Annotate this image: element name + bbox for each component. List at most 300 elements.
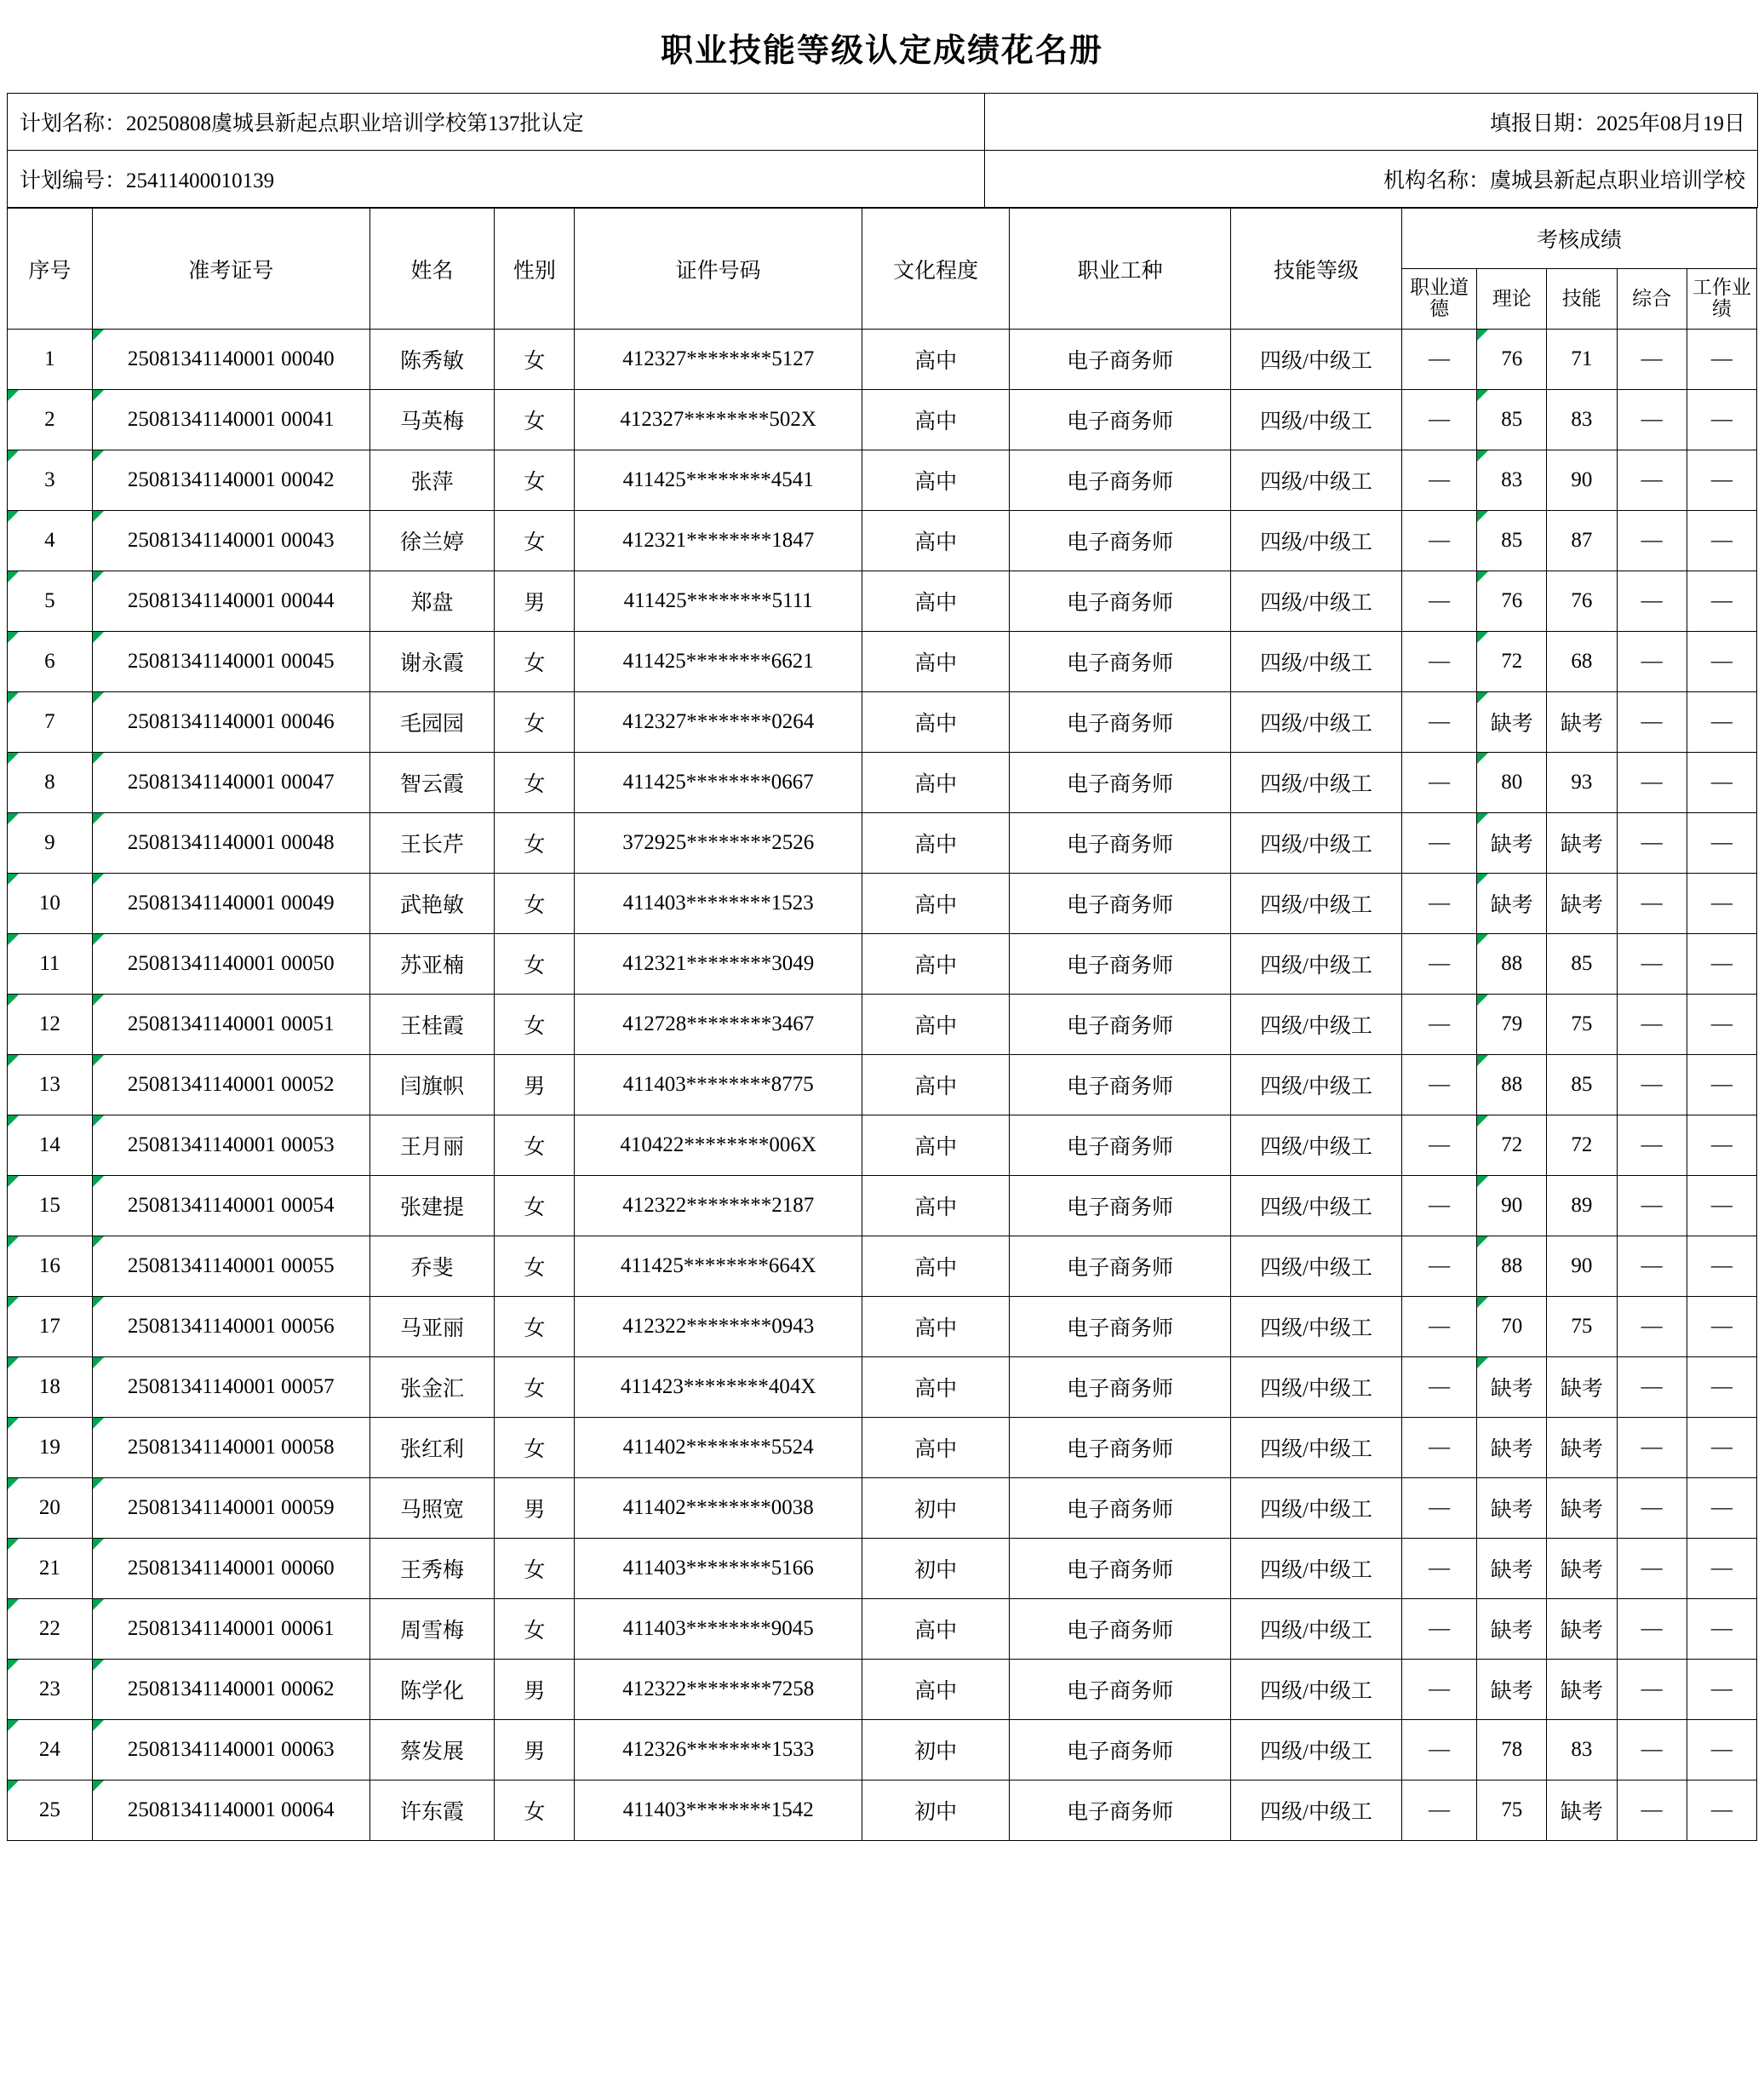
cell-performance: —: [1687, 390, 1756, 450]
cell-name: 徐兰婷: [369, 511, 495, 571]
cell-name: 张红利: [369, 1418, 495, 1478]
cell-gender: 女: [495, 813, 575, 874]
cell-seq: 20: [8, 1478, 93, 1539]
cell-skill: 68: [1547, 632, 1617, 692]
cell-theory: 缺考: [1477, 1599, 1547, 1660]
cell-performance: —: [1687, 1055, 1756, 1115]
cell-comprehensive: —: [1617, 571, 1687, 632]
cell-education: 高中: [862, 874, 1009, 934]
cell-theory: 83: [1477, 450, 1547, 511]
cell-id-no: 411403********1523: [575, 874, 862, 934]
cell-performance: —: [1687, 874, 1756, 934]
cell-education: 初中: [862, 1780, 1009, 1841]
cell-id-no: 411425********0667: [575, 753, 862, 813]
th-ethics-label: 职业道德: [1410, 277, 1469, 319]
cell-admission-no: 25081341140001 00044: [92, 571, 369, 632]
table-row: [8, 753, 1757, 813]
th-ethics: [1402, 269, 1477, 330]
cell-level: 四级/中级工: [1230, 813, 1401, 874]
cell-level: 四级/中级工: [1230, 1055, 1401, 1115]
cell-gender: 男: [495, 1660, 575, 1720]
cell-education: 初中: [862, 1539, 1009, 1599]
cell-id-no: 372925********2526: [575, 813, 862, 874]
cell-skill: 72: [1547, 1115, 1617, 1176]
cell-id-no: 411425********664X: [575, 1236, 862, 1297]
cell-performance: —: [1687, 1176, 1756, 1236]
cell-id-no: 412728********3467: [575, 995, 862, 1055]
table-row: [8, 450, 1757, 511]
cell-name: 毛园园: [369, 692, 495, 753]
cell-ethics: —: [1402, 1418, 1477, 1478]
cell-id-no: 412321********1847: [575, 511, 862, 571]
cell-comprehensive: —: [1617, 330, 1687, 390]
table-row: [8, 1176, 1757, 1236]
cell-level: 四级/中级工: [1230, 1599, 1401, 1660]
cell-level: 四级/中级工: [1230, 450, 1401, 511]
cell-skill: 缺考: [1547, 1357, 1617, 1418]
cell-level: 四级/中级工: [1230, 1297, 1401, 1357]
cell-seq: 25: [8, 1780, 93, 1841]
cell-name: 闫旗帜: [369, 1055, 495, 1115]
cell-ethics: —: [1402, 692, 1477, 753]
cell-skill: 缺考: [1547, 1780, 1617, 1841]
cell-name: 王长芹: [369, 813, 495, 874]
cell-id-no: 412322********2187: [575, 1176, 862, 1236]
cell-admission-no: 25081341140001 00062: [92, 1660, 369, 1720]
table-row: [8, 874, 1757, 934]
cell-ethics: —: [1402, 874, 1477, 934]
cell-occupation: 电子商务师: [1010, 571, 1231, 632]
cell-admission-no: 25081341140001 00050: [92, 934, 369, 995]
cell-education: 高中: [862, 1055, 1009, 1115]
cell-id-no: 411403********5166: [575, 1539, 862, 1599]
cell-occupation: 电子商务师: [1010, 1780, 1231, 1841]
table-row: [8, 813, 1757, 874]
cell-comprehensive: —: [1617, 1297, 1687, 1357]
cell-ethics: —: [1402, 1236, 1477, 1297]
meta-row-plan: [8, 94, 1758, 151]
cell-performance: —: [1687, 934, 1756, 995]
cell-occupation: 电子商务师: [1010, 390, 1231, 450]
cell-skill: 缺考: [1547, 1599, 1617, 1660]
cell-ethics: —: [1402, 934, 1477, 995]
cell-admission-no: 25081341140001 00060: [92, 1539, 369, 1599]
cell-skill: 缺考: [1547, 1478, 1617, 1539]
org-name-cell: [985, 151, 1758, 208]
cell-gender: 女: [495, 1236, 575, 1297]
cell-name: 武艳敏: [369, 874, 495, 934]
cell-admission-no: 25081341140001 00054: [92, 1176, 369, 1236]
cell-level: 四级/中级工: [1230, 874, 1401, 934]
cell-occupation: 电子商务师: [1010, 1720, 1231, 1780]
cell-theory: 88: [1477, 1236, 1547, 1297]
cell-admission-no: 25081341140001 00048: [92, 813, 369, 874]
cell-theory: 90: [1477, 1176, 1547, 1236]
cell-admission-no: 25081341140001 00063: [92, 1720, 369, 1780]
table-row: [8, 330, 1757, 390]
table-row: [8, 692, 1757, 753]
cell-level: 四级/中级工: [1230, 1115, 1401, 1176]
header-row-top: [8, 209, 1757, 269]
cell-theory: 75: [1477, 1780, 1547, 1841]
cell-name: 谢永霞: [369, 632, 495, 692]
cell-admission-no: 25081341140001 00043: [92, 511, 369, 571]
cell-id-no: 412322********7258: [575, 1660, 862, 1720]
cell-admission-no: 25081341140001 00058: [92, 1418, 369, 1478]
cell-seq: 9: [8, 813, 93, 874]
cell-ethics: —: [1402, 995, 1477, 1055]
plan-no-value: 25411400010139: [126, 169, 275, 192]
cell-performance: —: [1687, 1599, 1756, 1660]
cell-comprehensive: —: [1617, 1176, 1687, 1236]
roster-table: [7, 208, 1757, 1841]
cell-name: 乔斐: [369, 1236, 495, 1297]
cell-occupation: 电子商务师: [1010, 1055, 1231, 1115]
cell-skill: 87: [1547, 511, 1617, 571]
cell-level: 四级/中级工: [1230, 632, 1401, 692]
cell-level: 四级/中级工: [1230, 692, 1401, 753]
th-level: 技能等级: [1230, 209, 1401, 330]
cell-theory: 72: [1477, 1115, 1547, 1176]
cell-education: 高中: [862, 390, 1009, 450]
cell-admission-no: 25081341140001 00047: [92, 753, 369, 813]
cell-skill: 93: [1547, 753, 1617, 813]
cell-occupation: 电子商务师: [1010, 1660, 1231, 1720]
cell-education: 高中: [862, 330, 1009, 390]
cell-level: 四级/中级工: [1230, 1176, 1401, 1236]
cell-level: 四级/中级工: [1230, 753, 1401, 813]
meta-row-org: [8, 151, 1758, 208]
cell-seq: 11: [8, 934, 93, 995]
cell-level: 四级/中级工: [1230, 995, 1401, 1055]
cell-admission-no: 25081341140001 00042: [92, 450, 369, 511]
cell-education: 高中: [862, 813, 1009, 874]
cell-performance: —: [1687, 1418, 1756, 1478]
cell-comprehensive: —: [1617, 511, 1687, 571]
cell-name: 郑盘: [369, 571, 495, 632]
cell-id-no: 411425********4541: [575, 450, 862, 511]
cell-name: 张萍: [369, 450, 495, 511]
cell-admission-no: 25081341140001 00052: [92, 1055, 369, 1115]
cell-comprehensive: —: [1617, 874, 1687, 934]
th-score-group: 考核成绩: [1402, 209, 1757, 269]
cell-occupation: 电子商务师: [1010, 1176, 1231, 1236]
cell-performance: —: [1687, 511, 1756, 571]
cell-admission-no: 25081341140001 00049: [92, 874, 369, 934]
cell-seq: 15: [8, 1176, 93, 1236]
plan-no-label: 计划编号：: [20, 169, 127, 192]
cell-occupation: 电子商务师: [1010, 1599, 1231, 1660]
plan-no-cell: [8, 151, 985, 208]
cell-performance: —: [1687, 813, 1756, 874]
cell-seq: 21: [8, 1539, 93, 1599]
cell-theory: 72: [1477, 632, 1547, 692]
cell-gender: 男: [495, 1055, 575, 1115]
cell-gender: 女: [495, 934, 575, 995]
cell-performance: —: [1687, 1236, 1756, 1297]
th-skill-label: 技能: [1561, 287, 1601, 309]
cell-ethics: —: [1402, 1115, 1477, 1176]
cell-education: 高中: [862, 1176, 1009, 1236]
cell-comprehensive: —: [1617, 632, 1687, 692]
cell-gender: 女: [495, 753, 575, 813]
cell-gender: 女: [495, 1176, 575, 1236]
cell-skill: 90: [1547, 1236, 1617, 1297]
cell-skill: 75: [1547, 1297, 1617, 1357]
cell-gender: 女: [495, 450, 575, 511]
cell-seq: 17: [8, 1297, 93, 1357]
cell-theory: 70: [1477, 1297, 1547, 1357]
cell-ethics: —: [1402, 1720, 1477, 1780]
cell-theory: 76: [1477, 330, 1547, 390]
table-row: [8, 1115, 1757, 1176]
table-row: [8, 1236, 1757, 1297]
cell-ethics: —: [1402, 571, 1477, 632]
th-admission-no: 准考证号: [92, 209, 369, 330]
cell-theory: 85: [1477, 390, 1547, 450]
cell-skill: 83: [1547, 1720, 1617, 1780]
th-education: 文化程度: [862, 209, 1009, 330]
cell-name: 张金汇: [369, 1357, 495, 1418]
cell-comprehensive: —: [1617, 1115, 1687, 1176]
cell-gender: 女: [495, 1418, 575, 1478]
cell-gender: 女: [495, 632, 575, 692]
cell-seq: 6: [8, 632, 93, 692]
cell-id-no: 412326********1533: [575, 1720, 862, 1780]
cell-occupation: 电子商务师: [1010, 753, 1231, 813]
cell-education: 初中: [862, 1478, 1009, 1539]
cell-performance: —: [1687, 1115, 1756, 1176]
cell-admission-no: 25081341140001 00059: [92, 1478, 369, 1539]
cell-theory: 缺考: [1477, 1660, 1547, 1720]
cell-id-no: 411425********5111: [575, 571, 862, 632]
cell-name: 蔡发展: [369, 1720, 495, 1780]
cell-gender: 女: [495, 1780, 575, 1841]
cell-ethics: —: [1402, 1478, 1477, 1539]
cell-admission-no: 25081341140001 00064: [92, 1780, 369, 1841]
cell-skill: 75: [1547, 995, 1617, 1055]
cell-skill: 缺考: [1547, 874, 1617, 934]
cell-admission-no: 25081341140001 00053: [92, 1115, 369, 1176]
cell-ethics: —: [1402, 1055, 1477, 1115]
cell-name: 马英梅: [369, 390, 495, 450]
cell-name: 王月丽: [369, 1115, 495, 1176]
cell-education: 高中: [862, 1418, 1009, 1478]
table-row: [8, 995, 1757, 1055]
cell-name: 马亚丽: [369, 1297, 495, 1357]
cell-admission-no: 25081341140001 00056: [92, 1297, 369, 1357]
cell-theory: 缺考: [1477, 874, 1547, 934]
cell-ethics: —: [1402, 1539, 1477, 1599]
cell-theory: 缺考: [1477, 1418, 1547, 1478]
cell-theory: 80: [1477, 753, 1547, 813]
cell-comprehensive: —: [1617, 1780, 1687, 1841]
cell-id-no: 412322********0943: [575, 1297, 862, 1357]
cell-admission-no: 25081341140001 00040: [92, 330, 369, 390]
cell-level: 四级/中级工: [1230, 1539, 1401, 1599]
cell-name: 陈学化: [369, 1660, 495, 1720]
cell-gender: 女: [495, 511, 575, 571]
cell-skill: 90: [1547, 450, 1617, 511]
cell-occupation: 电子商务师: [1010, 813, 1231, 874]
cell-comprehensive: —: [1617, 934, 1687, 995]
cell-education: 高中: [862, 692, 1009, 753]
cell-skill: 缺考: [1547, 692, 1617, 753]
cell-seq: 19: [8, 1418, 93, 1478]
cell-comprehensive: —: [1617, 450, 1687, 511]
cell-comprehensive: —: [1617, 1720, 1687, 1780]
cell-education: 高中: [862, 1115, 1009, 1176]
cell-comprehensive: —: [1617, 1660, 1687, 1720]
cell-id-no: 411423********404X: [575, 1357, 862, 1418]
cell-education: 高中: [862, 632, 1009, 692]
cell-skill: 缺考: [1547, 813, 1617, 874]
th-theory-label: 理论: [1492, 287, 1532, 309]
cell-performance: —: [1687, 1780, 1756, 1841]
cell-gender: 男: [495, 1478, 575, 1539]
cell-comprehensive: —: [1617, 995, 1687, 1055]
cell-id-no: 412327********0264: [575, 692, 862, 753]
cell-comprehensive: —: [1617, 813, 1687, 874]
th-gender: 性别: [495, 209, 575, 330]
cell-education: 高中: [862, 934, 1009, 995]
cell-admission-no: 25081341140001 00061: [92, 1599, 369, 1660]
cell-gender: 女: [495, 1357, 575, 1418]
cell-seq: 1: [8, 330, 93, 390]
cell-seq: 8: [8, 753, 93, 813]
table-row: [8, 511, 1757, 571]
cell-ethics: —: [1402, 1780, 1477, 1841]
cell-comprehensive: —: [1617, 1539, 1687, 1599]
cell-ethics: —: [1402, 1357, 1477, 1418]
table-row: [8, 1539, 1757, 1599]
cell-performance: —: [1687, 1478, 1756, 1539]
cell-performance: —: [1687, 1297, 1756, 1357]
cell-theory: 88: [1477, 1055, 1547, 1115]
table-row: [8, 1297, 1757, 1357]
fill-date-label: 填报日期：: [1489, 112, 1596, 135]
cell-skill: 76: [1547, 571, 1617, 632]
cell-gender: 男: [495, 1720, 575, 1780]
cell-gender: 男: [495, 571, 575, 632]
cell-gender: 女: [495, 692, 575, 753]
cell-seq: 24: [8, 1720, 93, 1780]
cell-level: 四级/中级工: [1230, 1357, 1401, 1418]
cell-admission-no: 25081341140001 00041: [92, 390, 369, 450]
th-occupation: 职业工种: [1010, 209, 1231, 330]
cell-skill: 89: [1547, 1176, 1617, 1236]
cell-gender: 女: [495, 995, 575, 1055]
cell-ethics: —: [1402, 1660, 1477, 1720]
table-row: [8, 934, 1757, 995]
cell-comprehensive: —: [1617, 1055, 1687, 1115]
cell-occupation: 电子商务师: [1010, 511, 1231, 571]
cell-theory: 79: [1477, 995, 1547, 1055]
cell-education: 高中: [862, 1660, 1009, 1720]
cell-skill: 85: [1547, 1055, 1617, 1115]
cell-occupation: 电子商务师: [1010, 632, 1231, 692]
th-theory: [1477, 269, 1547, 330]
cell-level: 四级/中级工: [1230, 934, 1401, 995]
cell-seq: 5: [8, 571, 93, 632]
cell-education: 初中: [862, 1720, 1009, 1780]
th-name: 姓名: [369, 209, 495, 330]
cell-comprehensive: —: [1617, 1478, 1687, 1539]
cell-comprehensive: —: [1617, 1418, 1687, 1478]
cell-level: 四级/中级工: [1230, 1780, 1401, 1841]
cell-name: 马照宽: [369, 1478, 495, 1539]
cell-theory: 缺考: [1477, 813, 1547, 874]
cell-performance: —: [1687, 1357, 1756, 1418]
table-row: [8, 390, 1757, 450]
cell-theory: 78: [1477, 1720, 1547, 1780]
page-title: 职业技能等级认定成绩花名册: [660, 33, 1103, 69]
cell-admission-no: 25081341140001 00045: [92, 632, 369, 692]
cell-ethics: —: [1402, 753, 1477, 813]
cell-gender: 女: [495, 874, 575, 934]
cell-skill: 缺考: [1547, 1660, 1617, 1720]
cell-seq: 2: [8, 390, 93, 450]
cell-comprehensive: —: [1617, 753, 1687, 813]
cell-level: 四级/中级工: [1230, 511, 1401, 571]
fill-date-cell: [985, 94, 1758, 151]
cell-performance: —: [1687, 1720, 1756, 1780]
cell-skill: 85: [1547, 934, 1617, 995]
cell-occupation: 电子商务师: [1010, 934, 1231, 995]
cell-comprehensive: —: [1617, 1236, 1687, 1297]
cell-seq: 22: [8, 1599, 93, 1660]
cell-seq: 23: [8, 1660, 93, 1720]
cell-id-no: 411402********0038: [575, 1478, 862, 1539]
th-skill: [1547, 269, 1617, 330]
cell-comprehensive: —: [1617, 692, 1687, 753]
cell-education: 高中: [862, 1236, 1009, 1297]
cell-occupation: 电子商务师: [1010, 1236, 1231, 1297]
cell-performance: —: [1687, 330, 1756, 390]
fill-date-value: 2025年08月19日: [1595, 112, 1745, 135]
cell-id-no: 412327********502X: [575, 390, 862, 450]
cell-admission-no: 25081341140001 00057: [92, 1357, 369, 1418]
th-seq: 序号: [8, 209, 93, 330]
cell-comprehensive: —: [1617, 1357, 1687, 1418]
cell-performance: —: [1687, 571, 1756, 632]
cell-performance: —: [1687, 1660, 1756, 1720]
cell-id-no: 412327********5127: [575, 330, 862, 390]
th-performance: [1687, 269, 1756, 330]
cell-id-no: 411403********8775: [575, 1055, 862, 1115]
cell-seq: 4: [8, 511, 93, 571]
cell-seq: 3: [8, 450, 93, 511]
cell-level: 四级/中级工: [1230, 1660, 1401, 1720]
cell-ethics: —: [1402, 450, 1477, 511]
cell-skill: 83: [1547, 390, 1617, 450]
cell-level: 四级/中级工: [1230, 571, 1401, 632]
cell-theory: 88: [1477, 934, 1547, 995]
cell-performance: —: [1687, 692, 1756, 753]
cell-level: 四级/中级工: [1230, 390, 1401, 450]
org-name-value: 虞城县新起点职业培训学校: [1489, 169, 1745, 192]
cell-gender: 女: [495, 1599, 575, 1660]
table-row: [8, 1780, 1757, 1841]
cell-seq: 10: [8, 874, 93, 934]
cell-id-no: 411403********9045: [575, 1599, 862, 1660]
cell-theory: 缺考: [1477, 1478, 1547, 1539]
cell-name: 许东霞: [369, 1780, 495, 1841]
cell-occupation: 电子商务师: [1010, 1297, 1231, 1357]
cell-name: 张建提: [369, 1176, 495, 1236]
cell-level: 四级/中级工: [1230, 330, 1401, 390]
cell-theory: 缺考: [1477, 1539, 1547, 1599]
